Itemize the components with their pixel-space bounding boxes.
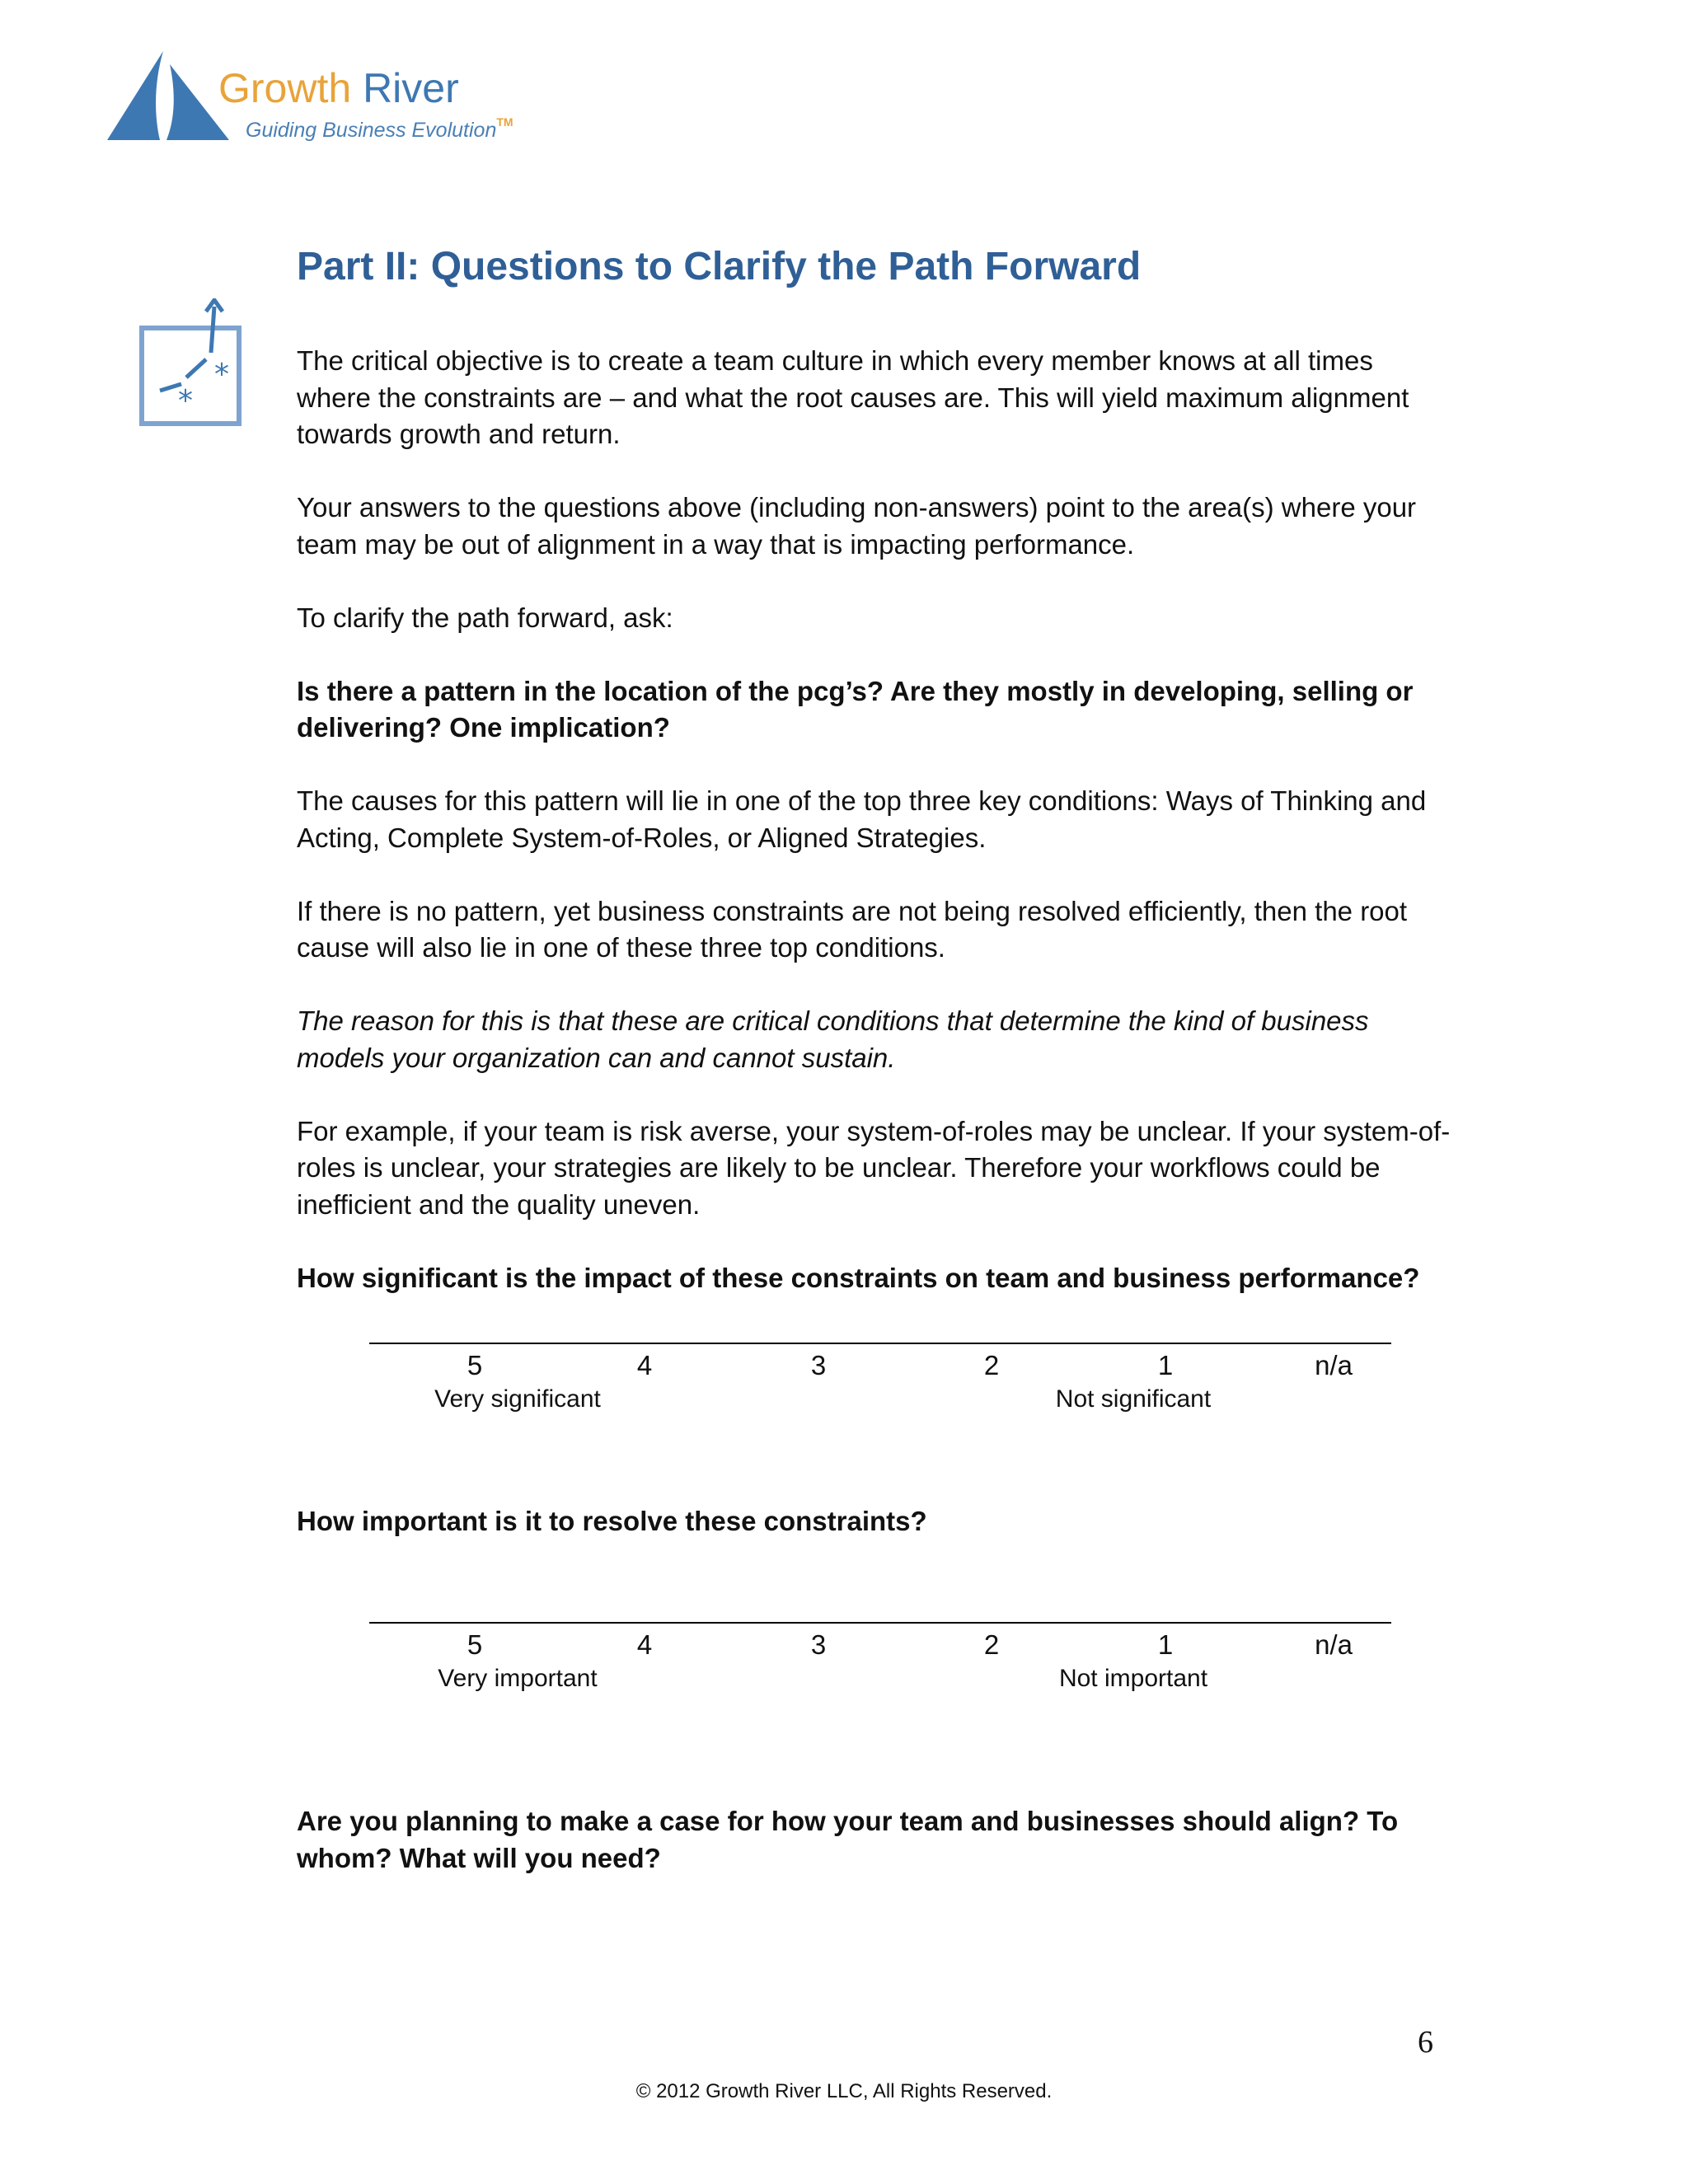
scale-significance-na[interactable]: n/a (1315, 1350, 1353, 1380)
scale-importance-1[interactable]: 1 (1157, 1629, 1174, 1660)
example-paragraph: For example, if your team is risk averse, your system-of-roles may be unclear. If your system-of-roles is unclear, your strategies are likely to be unclear. Therefore your workflows could be inefficient and the quality uneven. (297, 1115, 1451, 1220)
scale-importance-na[interactable]: n/a (1315, 1629, 1353, 1660)
scale-importance-high-label: Very important (438, 1665, 598, 1692)
reason-paragraph: The reason for this is that these are critical conditions that determine the kind of business models your organization can and cannot sustain. (297, 1005, 1369, 1073)
no-pattern-paragraph: If there is no pattern, yet business constraints are not being resolved efficiently, then the root cause will also lie in one of these three top conditions. (297, 895, 1408, 963)
question-significance: How significant is the impact of these constraints on team and business performance? (297, 1262, 1420, 1293)
scale-significance-1[interactable]: 1 (1157, 1350, 1174, 1380)
scale-significance-3[interactable]: 3 (810, 1350, 827, 1380)
scale-significance-line (369, 1343, 1391, 1344)
sail-logo-icon (106, 46, 237, 145)
question-importance: How important is it to resolve these constraints? (297, 1506, 927, 1536)
logo-tagline: Guiding Business Evolution™ (246, 115, 513, 142)
answers-paragraph: Your answers to the questions above (including non-answers) point to the area(s) where your team may be out of alignment in a way that is impacting performance. (297, 492, 1417, 560)
logo-brand: Growth River (218, 65, 459, 111)
scale-significance-low-label: Not significant (1055, 1385, 1212, 1413)
scale-importance-3[interactable]: 3 (810, 1629, 827, 1660)
page-number: 6 (1418, 2025, 1433, 2060)
scale-significance-high-label: Very significant (434, 1385, 601, 1413)
svg-text:*: * (178, 384, 193, 418)
ask-paragraph: To clarify the path forward, ask: (297, 602, 673, 633)
question-case: Are you planning to make a case for how your team and businesses should align? To whom? What will you need? (297, 1806, 1399, 1873)
body-content (297, 343, 1451, 1333)
copyright-footer: © 2012 Growth River LLC, All Rights Reserved. (635, 2080, 1053, 2102)
causes-paragraph: The causes for this pattern will lie in one of the top three key conditions: Ways of Thinking and Acting, Complete System-of-Roles, or Aligned Strategies. (297, 785, 1427, 853)
scale-importance-5[interactable]: 5 (467, 1629, 483, 1660)
scale-significance-5[interactable]: 5 (467, 1350, 483, 1380)
scale-importance-2[interactable]: 2 (983, 1629, 1000, 1660)
svg-text:*: * (214, 358, 229, 391)
path-forward-icon (135, 298, 251, 430)
scale-significance-4[interactable]: 4 (636, 1350, 653, 1380)
scale-importance-4[interactable]: 4 (636, 1629, 653, 1660)
scale-importance-low-label: Not important (1058, 1665, 1208, 1692)
intro-paragraph: The critical objective is to create a team culture in which every member knows at all times where the constraints are – and what the root causes are. This will yield maximum alignment towards growth and return. (297, 345, 1409, 449)
question-pattern: Is there a pattern in the location of the pcg’s? Are they mostly in developing, selling or delivering? One implication? (297, 675, 1414, 743)
page-title: Part II: Questions to Clarify the Path Forward (297, 245, 1142, 288)
scale-significance-2[interactable]: 2 (983, 1350, 1000, 1380)
scale-importance-line (369, 1622, 1391, 1624)
trademark: TM (496, 115, 513, 129)
